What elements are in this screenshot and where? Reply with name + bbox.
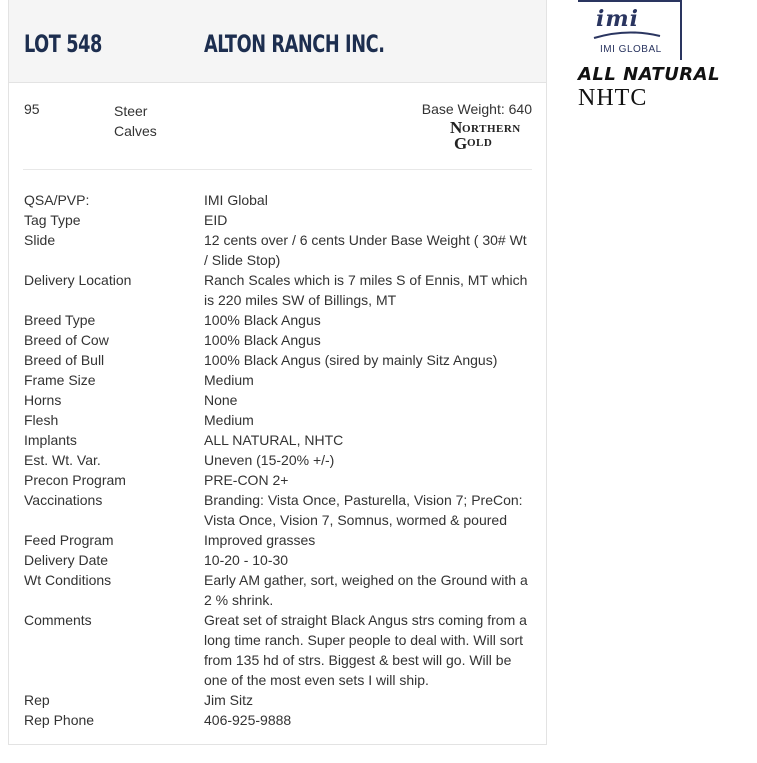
detail-label: Wt Conditions xyxy=(24,572,112,588)
detail-row xyxy=(24,530,534,550)
detail-row xyxy=(24,350,534,370)
detail-value: Great set of straight Black Angus strs coming from a long time ranch. Super people to deal with. Will sort from 135 hd of strs. Biggest & best will go. Will be one of the most even sets I will ship. xyxy=(204,612,527,688)
detail-label: Breed of Cow xyxy=(24,332,109,348)
detail-value: 100% Black Angus xyxy=(204,332,321,348)
detail-label: Est. Wt. Var. xyxy=(24,452,101,468)
detail-label: Tag Type xyxy=(24,212,81,228)
detail-label: Horns xyxy=(24,392,62,408)
side-logos xyxy=(578,0,738,112)
detail-value: Improved grasses xyxy=(204,532,316,548)
detail-row xyxy=(24,610,534,690)
detail-row xyxy=(24,430,534,450)
detail-value: PRE-CON 2+ xyxy=(204,472,289,488)
imi-swoosh-icon xyxy=(592,28,662,42)
detail-value: 12 cents over / 6 cents Under Base Weight ( 30# Wt / Slide Stop) xyxy=(204,232,527,268)
detail-row xyxy=(24,210,534,230)
detail-row xyxy=(24,710,534,730)
lot-summary xyxy=(23,83,532,170)
lot-number: LOT 548 xyxy=(24,30,102,58)
detail-value: Medium xyxy=(204,412,254,428)
detail-label: Delivery Date xyxy=(24,552,109,568)
detail-label: Rep xyxy=(24,692,50,708)
detail-value: 100% Black Angus (sired by mainly Sitz Angus) xyxy=(204,352,498,368)
lot-card xyxy=(8,0,547,745)
detail-value: 100% Black Angus xyxy=(204,312,321,328)
detail-row xyxy=(24,570,534,610)
detail-value: EID xyxy=(204,212,228,228)
detail-label: Breed Type xyxy=(24,312,96,328)
detail-row xyxy=(24,550,534,570)
detail-label: Implants xyxy=(24,432,77,448)
detail-row xyxy=(24,270,534,310)
detail-value: Ranch Scales which is 7 miles S of Ennis, MT which is 220 miles SW of Billings, MT xyxy=(204,272,528,308)
svg-text:ORTHERN: ORTHERN xyxy=(462,123,521,135)
svg-text:N: N xyxy=(450,119,463,137)
detail-label: Slide xyxy=(24,232,56,248)
detail-row xyxy=(24,450,534,470)
detail-row xyxy=(24,230,534,270)
detail-label: Precon Program xyxy=(24,472,126,488)
detail-label: Comments xyxy=(24,612,92,628)
svg-text:G: G xyxy=(454,134,468,151)
detail-row xyxy=(24,410,534,430)
lot-details xyxy=(24,190,534,730)
detail-label: Breed of Bull xyxy=(24,352,105,368)
detail-label: Flesh xyxy=(24,412,59,428)
detail-row xyxy=(24,330,534,350)
northern-gold-logo-icon xyxy=(450,119,532,151)
detail-row xyxy=(24,690,534,710)
detail-value: Branding: Vista Once, Pasturella, Vision 7; PreCon: Vista Once, Vision 7, Somnus, wormed & poured xyxy=(204,492,523,528)
detail-row xyxy=(24,390,534,410)
head-count: 95 xyxy=(24,101,40,117)
detail-label: Feed Program xyxy=(24,532,114,548)
detail-label: Vaccinations xyxy=(24,492,103,508)
lot-seller: ALTON RANCH INC. xyxy=(204,30,385,58)
nhtc-label: NHTC xyxy=(578,85,648,111)
detail-row xyxy=(24,490,534,530)
imi-global-text: IMI GLOBAL xyxy=(600,44,662,55)
detail-label: Delivery Location xyxy=(24,272,132,288)
lot-header xyxy=(9,0,546,83)
svg-text:OLD: OLD xyxy=(467,137,493,149)
all-natural-label: ALL NATURAL xyxy=(578,64,721,85)
detail-label: Rep Phone xyxy=(24,712,95,728)
detail-value: ALL NATURAL, NHTC xyxy=(204,432,344,448)
detail-value: Medium xyxy=(204,372,254,388)
detail-value: Early AM gather, sort, weighed on the Ground with a 2 % shrink. xyxy=(204,572,528,608)
detail-value: Jim Sitz xyxy=(204,692,253,708)
detail-label: Frame Size xyxy=(24,372,96,388)
detail-value: Uneven (15-20% +/-) xyxy=(204,452,335,468)
detail-value: 406-925-9888 xyxy=(204,712,292,728)
base-weight: Base Weight: 640 xyxy=(421,101,532,117)
detail-row xyxy=(24,470,534,490)
detail-row xyxy=(24,310,534,330)
detail-label: QSA/PVP: xyxy=(24,192,90,208)
imi-word: imi xyxy=(596,6,639,32)
cattle-type: Steer Calves xyxy=(114,103,157,139)
detail-value: IMI Global xyxy=(204,192,268,208)
detail-value: 10-20 - 10-30 xyxy=(204,552,289,568)
detail-row xyxy=(24,370,534,390)
imi-global-logo xyxy=(578,0,682,60)
detail-value: None xyxy=(204,392,238,408)
detail-row xyxy=(24,190,534,210)
